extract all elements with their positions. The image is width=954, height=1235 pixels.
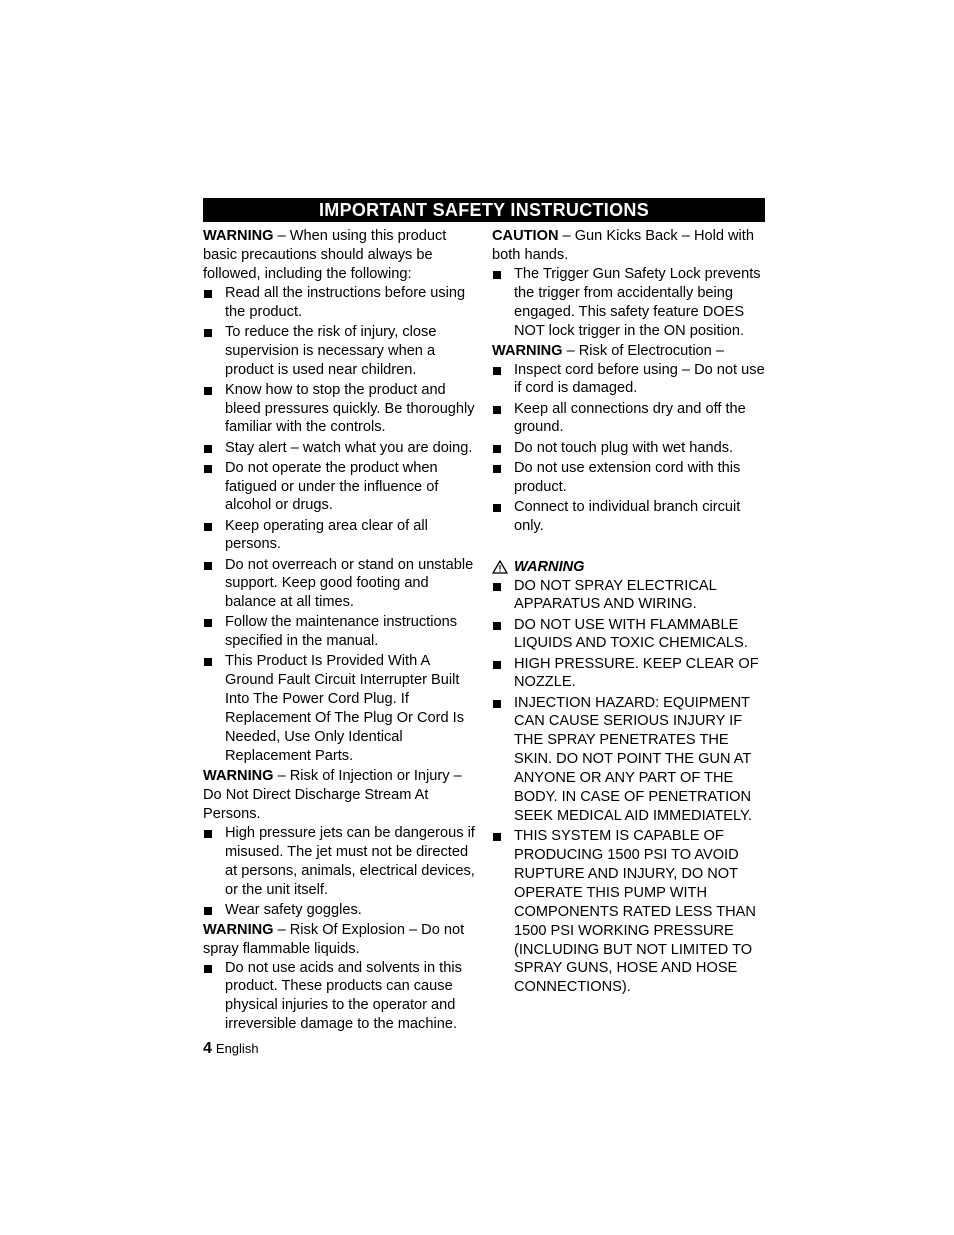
list-item (203, 824, 477, 900)
list-item (203, 959, 477, 1035)
list-item (203, 556, 477, 613)
warning-label: WARNING (203, 921, 274, 938)
warning-triangle-icon (492, 560, 508, 574)
list-item (203, 439, 477, 458)
list-item-text: DO NOT USE WITH FLAMMABLE LIQUIDS AND TOXIC CHEMICALS. (514, 616, 748, 652)
list-item (492, 577, 766, 615)
square-bullet-icon (204, 329, 212, 337)
square-bullet-icon (493, 833, 501, 841)
square-bullet-icon (204, 290, 212, 298)
list-item-text: THIS SYSTEM IS CAPABLE OF PRODUCING 1500 PSI TO AVOID RUPTURE AND INJURY, DO NOT OPERATE THIS PUMP WITH COMPONENTS RATED LESS THAN 1500 PSI WORKING PRESSURE (INCLUDING BUT NOT LIMITED TO SPRAY GUNS, HOSE AND HOSE CONNECTIONS). (514, 828, 756, 996)
list-item-text: Do not use acids and solvents in this product. These products can cause physical injuries to the operator and irreversible damage to the machine. (225, 959, 462, 1033)
list-item (492, 265, 766, 341)
injection-list (203, 824, 477, 920)
explosion-warning-text: – Risk Of Explosion – Do not spray flammable liquids. (203, 921, 465, 957)
square-bullet-icon (204, 445, 212, 453)
page-footer (203, 1040, 259, 1058)
injection-warning (203, 767, 477, 824)
square-bullet-icon (204, 830, 212, 838)
capital-warning-list (492, 577, 766, 998)
list-item-text: Follow the maintenance instructions specified in the manual. (225, 614, 457, 650)
list-item (203, 517, 477, 555)
list-item (203, 459, 477, 516)
warning-label: WARNING (203, 228, 274, 244)
square-bullet-icon (204, 965, 212, 973)
square-bullet-icon (493, 465, 501, 473)
caution-list (492, 265, 766, 341)
explosion-list (203, 959, 477, 1035)
caution-label: CAUTION (492, 228, 559, 244)
square-bullet-icon (493, 406, 501, 414)
left-column (203, 227, 477, 1035)
spacer (492, 537, 766, 558)
list-item-text: DO NOT SPRAY ELECTRICAL APPARATUS AND WIRING. (514, 577, 717, 613)
electrocution-list (492, 361, 766, 536)
list-item-text: Keep all connections dry and off the ground. (514, 400, 746, 436)
warning-heading-text: WARNING (514, 558, 585, 575)
square-bullet-icon (204, 523, 212, 531)
square-bullet-icon (493, 622, 501, 630)
list-item (492, 694, 766, 826)
square-bullet-icon (204, 619, 212, 627)
list-item-text: High pressure jets can be dangerous if misused. The jet must not be directed at persons, animals, electrical devices, or the unit itself. (225, 824, 475, 898)
explosion-warning (203, 921, 477, 959)
list-item-text: Connect to individual branch circuit only. (514, 498, 741, 534)
list-item-text: Do not overreach or stand on unstable support. Keep good footing and balance at all times. (225, 556, 474, 611)
square-bullet-icon (493, 504, 501, 512)
list-item (203, 323, 477, 380)
list-item (203, 652, 477, 765)
square-bullet-icon (204, 387, 212, 395)
list-item (492, 616, 766, 654)
list-item (492, 498, 766, 536)
list-item-text: Do not use extension cord with this product. (514, 459, 741, 495)
list-item-text: Do not operate the product when fatigued or under the influence of alcohol or drugs. (225, 459, 439, 514)
list-item-text: The Trigger Gun Safety Lock prevents the trigger from accidentally being engaged. This safety feature DOES NOT lock trigger in the ON position. (514, 265, 761, 339)
intro-text: – When using this product basic precautions should always be followed, including the following: (203, 228, 447, 282)
list-item (203, 613, 477, 651)
instruction-list (203, 284, 477, 766)
square-bullet-icon (493, 271, 501, 279)
list-item-text: This Product Is Provided With A Ground Fault Circuit Interrupter Built Into The Power Cord Plug. If Replacement Of The Plug Or Cord Is Needed, Use Only Identical Replacement Parts. (225, 653, 465, 764)
list-item-text: Keep operating area clear of all persons. (225, 517, 428, 553)
list-item-text: Know how to stop the product and bleed pressures quickly. Be thoroughly familiar with the controls. (225, 381, 475, 436)
list-item (492, 655, 766, 693)
electrocution-warning-text: – Risk of Electrocution – (562, 342, 724, 359)
list-item-text: INJECTION HAZARD: EQUIPMENT CAN CAUSE SERIOUS INJURY IF THE SPRAY PENETRATES THE SKIN. DO NOT POINT THE GUN AT ANYONE OR ANY PART OF THE BODY. IN CASE OF PENETRATION SEEK MEDICAL AID IMMEDIATELY. (514, 694, 752, 824)
caution-paragraph (492, 227, 766, 265)
right-column (492, 227, 766, 998)
electrocution-warning (492, 342, 766, 361)
intro-paragraph (203, 227, 477, 284)
square-bullet-icon (493, 367, 501, 375)
square-bullet-icon (493, 583, 501, 591)
square-bullet-icon (493, 700, 501, 708)
list-item (492, 827, 766, 997)
warning-label: WARNING (203, 768, 274, 785)
square-bullet-icon (493, 661, 501, 669)
list-item (203, 901, 477, 920)
warning-heading (492, 558, 766, 577)
list-item-text: To reduce the risk of injury, close supervision is necessary when a product is used near children. (225, 323, 437, 378)
list-item (203, 284, 477, 322)
square-bullet-icon (204, 907, 212, 915)
page-title: IMPORTANT SAFETY INSTRUCTIONS (203, 198, 765, 222)
warning-label: WARNING (492, 342, 563, 359)
list-item (492, 439, 766, 458)
injection-warning-text: – Risk of Injection or Injury – Do Not Direct Discharge Stream At Persons. (203, 768, 462, 822)
list-item-text: Stay alert – watch what you are doing. (225, 439, 473, 456)
square-bullet-icon (204, 562, 212, 570)
square-bullet-icon (493, 445, 501, 453)
list-item (492, 400, 766, 438)
page-number: 4 (203, 1040, 212, 1057)
list-item-text: Wear safety goggles. (225, 901, 362, 918)
list-item (492, 459, 766, 497)
square-bullet-icon (204, 465, 212, 473)
list-item (492, 361, 766, 399)
list-item (203, 381, 477, 438)
square-bullet-icon (204, 658, 212, 666)
list-item-text: Inspect cord before using – Do not use if cord is damaged. (514, 361, 765, 397)
list-item-text: HIGH PRESSURE. KEEP CLEAR OF NOZZLE. (514, 655, 759, 691)
caution-text: – Gun Kicks Back – Hold with both hands. (492, 228, 754, 263)
language-label: English (215, 1041, 259, 1056)
list-item-text: Do not touch plug with wet hands. (514, 439, 734, 456)
list-item-text: Read all the instructions before using the product. (225, 284, 466, 320)
